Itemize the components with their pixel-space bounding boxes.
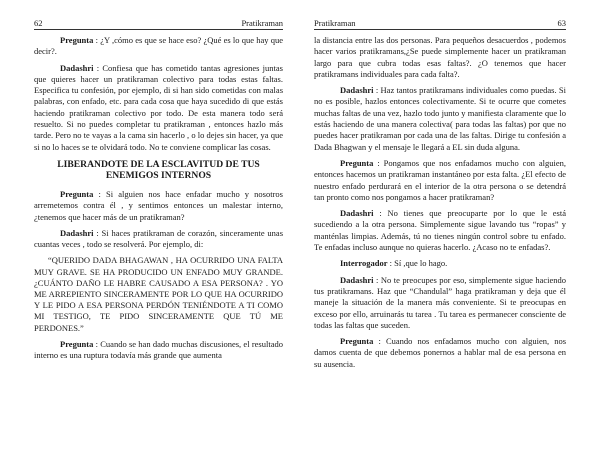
- paragraph: [34, 228, 283, 251]
- speaker-label: Dadashri: [60, 62, 94, 73]
- paragraph: [34, 63, 283, 153]
- paragraph: [314, 85, 566, 153]
- paragraph-text: : ¿Y ,cómo es que se hace eso? ¿Qué es lo que hay que decir?.: [34, 35, 283, 57]
- paragraph-text: : Sí ,que lo hago.: [389, 258, 448, 269]
- speaker-label: Interrogador: [340, 258, 388, 269]
- speaker-label: Dadashri: [340, 208, 374, 219]
- right-running-title: Pratikraman: [314, 18, 356, 28]
- paragraph-text: : Si alguien nos hace enfadar mucho y nosotros arremetemos contra él , y sentimos entonces un malestar interno, ¿tenemos que hacer más de un pratikraman?: [34, 188, 283, 222]
- speaker-label: Dadashri: [60, 227, 94, 238]
- left-page-header: [34, 18, 283, 30]
- paragraph: [314, 208, 566, 253]
- right-page-header: [314, 18, 566, 30]
- speaker-label: Dadashri: [340, 85, 374, 96]
- paragraph-text: : Cuando se han dado muchas discusiones, el resultado interno es una ruptura todavía más grande que aumenta: [34, 338, 283, 361]
- speaker-label: Pregunta: [340, 336, 374, 347]
- left-running-title: Pratikraman: [241, 18, 283, 28]
- paragraph-text: : Si haces pratikraman de corazón, sinceramente unas cuantas veces , todo se resolverá. Por ejemplo, di:: [34, 227, 283, 250]
- paragraph-continuation: la distancia entre las dos personas. Para pequeños desacuerdos , podemos hacer varios pratikramans,¿Se puede simplemente hacer un pratikraman largo para que cubra todas esas faltas?. ¿O tenemos que hacer pratikramans individuales para cada falta?.: [314, 35, 566, 79]
- speaker-label: Pregunta: [340, 157, 374, 168]
- paragraph: [34, 35, 283, 58]
- paragraph-text: : No tienes que preocuparte por lo que le está sucediendo a la otra persona. Simplemente sigue lavando tus “ropas” y manténlas limpias. Además, tú no tienes ningún control sobre tu enfado. Te enfadas incluso aunque no quieras hacerlo. ¿Acaso no te enfadas?.: [314, 208, 567, 253]
- paragraph: [314, 258, 566, 269]
- paragraph: [314, 158, 566, 203]
- section-heading: LIBERANDOTE DE LA ESCLAVITUD DE TUS ENEMIGOS INTERNOS: [57, 158, 260, 182]
- paragraph-text: : Cuando nos enfadamos mucho con alguien, nos damos cuenta de que debemos ponernos a hablar mal de esa persona en su ausencia.: [314, 336, 566, 369]
- speaker-label: Pregunta: [60, 188, 94, 199]
- paragraph-text: : Confiesa que has cometido tantas agresiones juntas que quieres hacer un pratikraman colectivo para todas estas faltas. Especifica tu confesión, por ejemplo, di si han sido cometidas con malas palabras, con enfado, etc. para cada cosa que haya sucedido di que estás haciendo pratikraman colectivo por todo. De esta manera todo será resuelto. Si no puedes completar tu pratikraman , entonces hazlo más tarde. Pero no te vayas a la cama sin hacerlo , o lo dejes sin hacer, ya que si no lo haces se te olvidará todo. No te conviene complicar las cosas.: [34, 62, 283, 152]
- speaker-label: Pregunta: [60, 338, 94, 349]
- prayer-quote: [34, 255, 283, 333]
- quote-text: “QUERIDO DADA BHAGAWAN , HA OCURRIDO UNA FALTA MUY GRAVE. SE HA PRODUCIDO UN ENFADO MUY GRANDE. ¿CUÁNTO DAÑO LE HABRE CAUSADO A ESA PERSONA? . YO ME ARREPIENTO SINCERAMENTE POR LO QUE HA OCURRIDO Y LE PIDO A ESA PERSONA PERDÓN TENIÉNDOTE A TI COMO MI TESTIGO, TE PIDO SINCERAMENTE QUE TÚ ME PERDONES.”: [34, 255, 283, 333]
- paragraph-text: : Pongamos que nos enfadamos mucho con alguien, entonces hacemos un pratikraman instantáneo por esta falta. ¿El efecto de nuestro enfado perdurará en el interior de la otra persona o se detendrá tan pronto como nos pongamos a hacer pratikraman?: [314, 157, 567, 202]
- paragraph-text: : No te preocupes por eso, simplemente sigue haciendo tus pratikramans. Haz que “Chandulal” haga pratikraman y deja que él maneje la situación de la manera más conveniente. Si te preocupas en exceso por ello, arruinarás tu tarea . Tu tarea es permanecer consciente de todas las faltas que suceden.: [314, 274, 567, 330]
- paragraph: [34, 339, 283, 362]
- paragraph: [314, 275, 566, 331]
- paragraph-text: : Haz tantos pratikramans individuales como puedas. Si no es posible, hazlos entonces colectivamente. Si te ocurre que cometes muchas faltas de una vez, hazlo todo junto y manifiesta claramente que lo estás haciendo de una manera colectiva( para todas las faltas) por que no puedes hacer pratikraman por cada una de las faltas. Dirige tu confesión a Dada Bhagwan y el mensaje le llegará a EL sin duda alguna.: [314, 85, 566, 152]
- right-page-number: 63: [557, 18, 566, 28]
- left-page-number: 62: [34, 18, 43, 28]
- speaker-label: Dadashri: [340, 274, 374, 285]
- paragraph: [34, 189, 283, 223]
- paragraph: [314, 336, 566, 370]
- right-page: [300, 0, 600, 463]
- speaker-label: Pregunta: [60, 35, 94, 45]
